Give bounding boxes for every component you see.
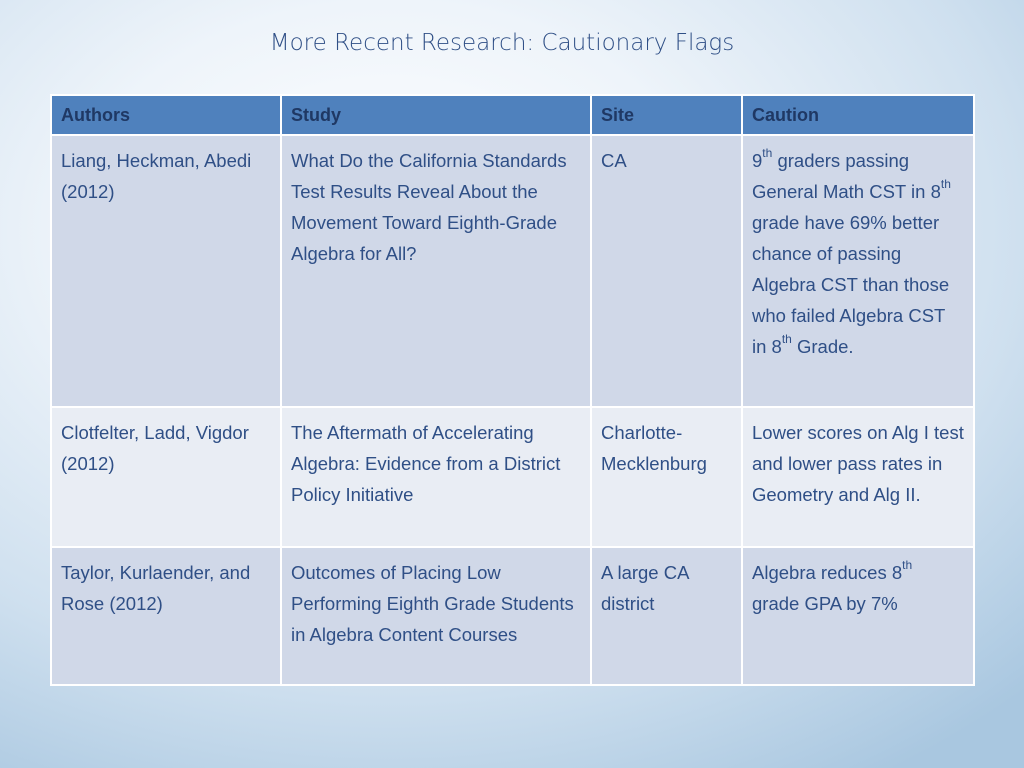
cell-caution xyxy=(742,547,974,685)
caution-text: 9 xyxy=(752,150,763,171)
cell-site: A large CA district xyxy=(591,547,742,685)
caution-text: grade have 69% better chance of passing Algebra CST than those who failed Algebra CST in 8 xyxy=(752,212,950,357)
cell-study: Outcomes of Placing Low Performing Eighth Grade Students in Algebra Content Courses xyxy=(281,547,591,685)
ordinal-suffix: th xyxy=(902,557,913,572)
header-caution: Caution xyxy=(742,95,974,135)
cell-site: Charlotte-Mecklenburg xyxy=(591,407,742,547)
header-site: Site xyxy=(591,95,742,135)
caution-text: graders passing General Math CST in 8 xyxy=(752,150,941,202)
slide-title: More Recent Research: Cautionary Flags xyxy=(269,30,735,56)
table-header-row xyxy=(51,95,974,135)
caution-text: Algebra reduces 8 xyxy=(752,562,903,583)
cell-caution xyxy=(742,135,974,407)
caution-text: grade GPA by 7% xyxy=(752,593,898,614)
ordinal-suffix: th xyxy=(940,176,951,191)
research-table xyxy=(50,94,975,686)
cell-authors: Taylor, Kurlaender, and Rose (2012) xyxy=(51,547,281,685)
table-row xyxy=(51,547,974,685)
caution-text: Grade. xyxy=(791,336,854,357)
header-authors: Authors xyxy=(51,95,281,135)
ordinal-suffix: th xyxy=(781,331,792,346)
cell-authors: Liang, Heckman, Abedi (2012) xyxy=(51,135,281,407)
cell-caution: Lower scores on Alg I test and lower pass rates in Geometry and Alg II. xyxy=(742,407,974,547)
cell-study: The Aftermath of Accelerating Algebra: Evidence from a District Policy Initiative xyxy=(281,407,591,547)
table-row xyxy=(51,135,974,407)
cell-site: CA xyxy=(591,135,742,407)
ordinal-suffix: th xyxy=(762,145,773,160)
header-study: Study xyxy=(281,95,591,135)
cell-study: What Do the California Standards Test Results Reveal About the Movement Toward Eighth-Grade Algebra for All? xyxy=(281,135,591,407)
cell-authors: Clotfelter, Ladd, Vigdor (2012) xyxy=(51,407,281,547)
table-row xyxy=(51,407,974,547)
